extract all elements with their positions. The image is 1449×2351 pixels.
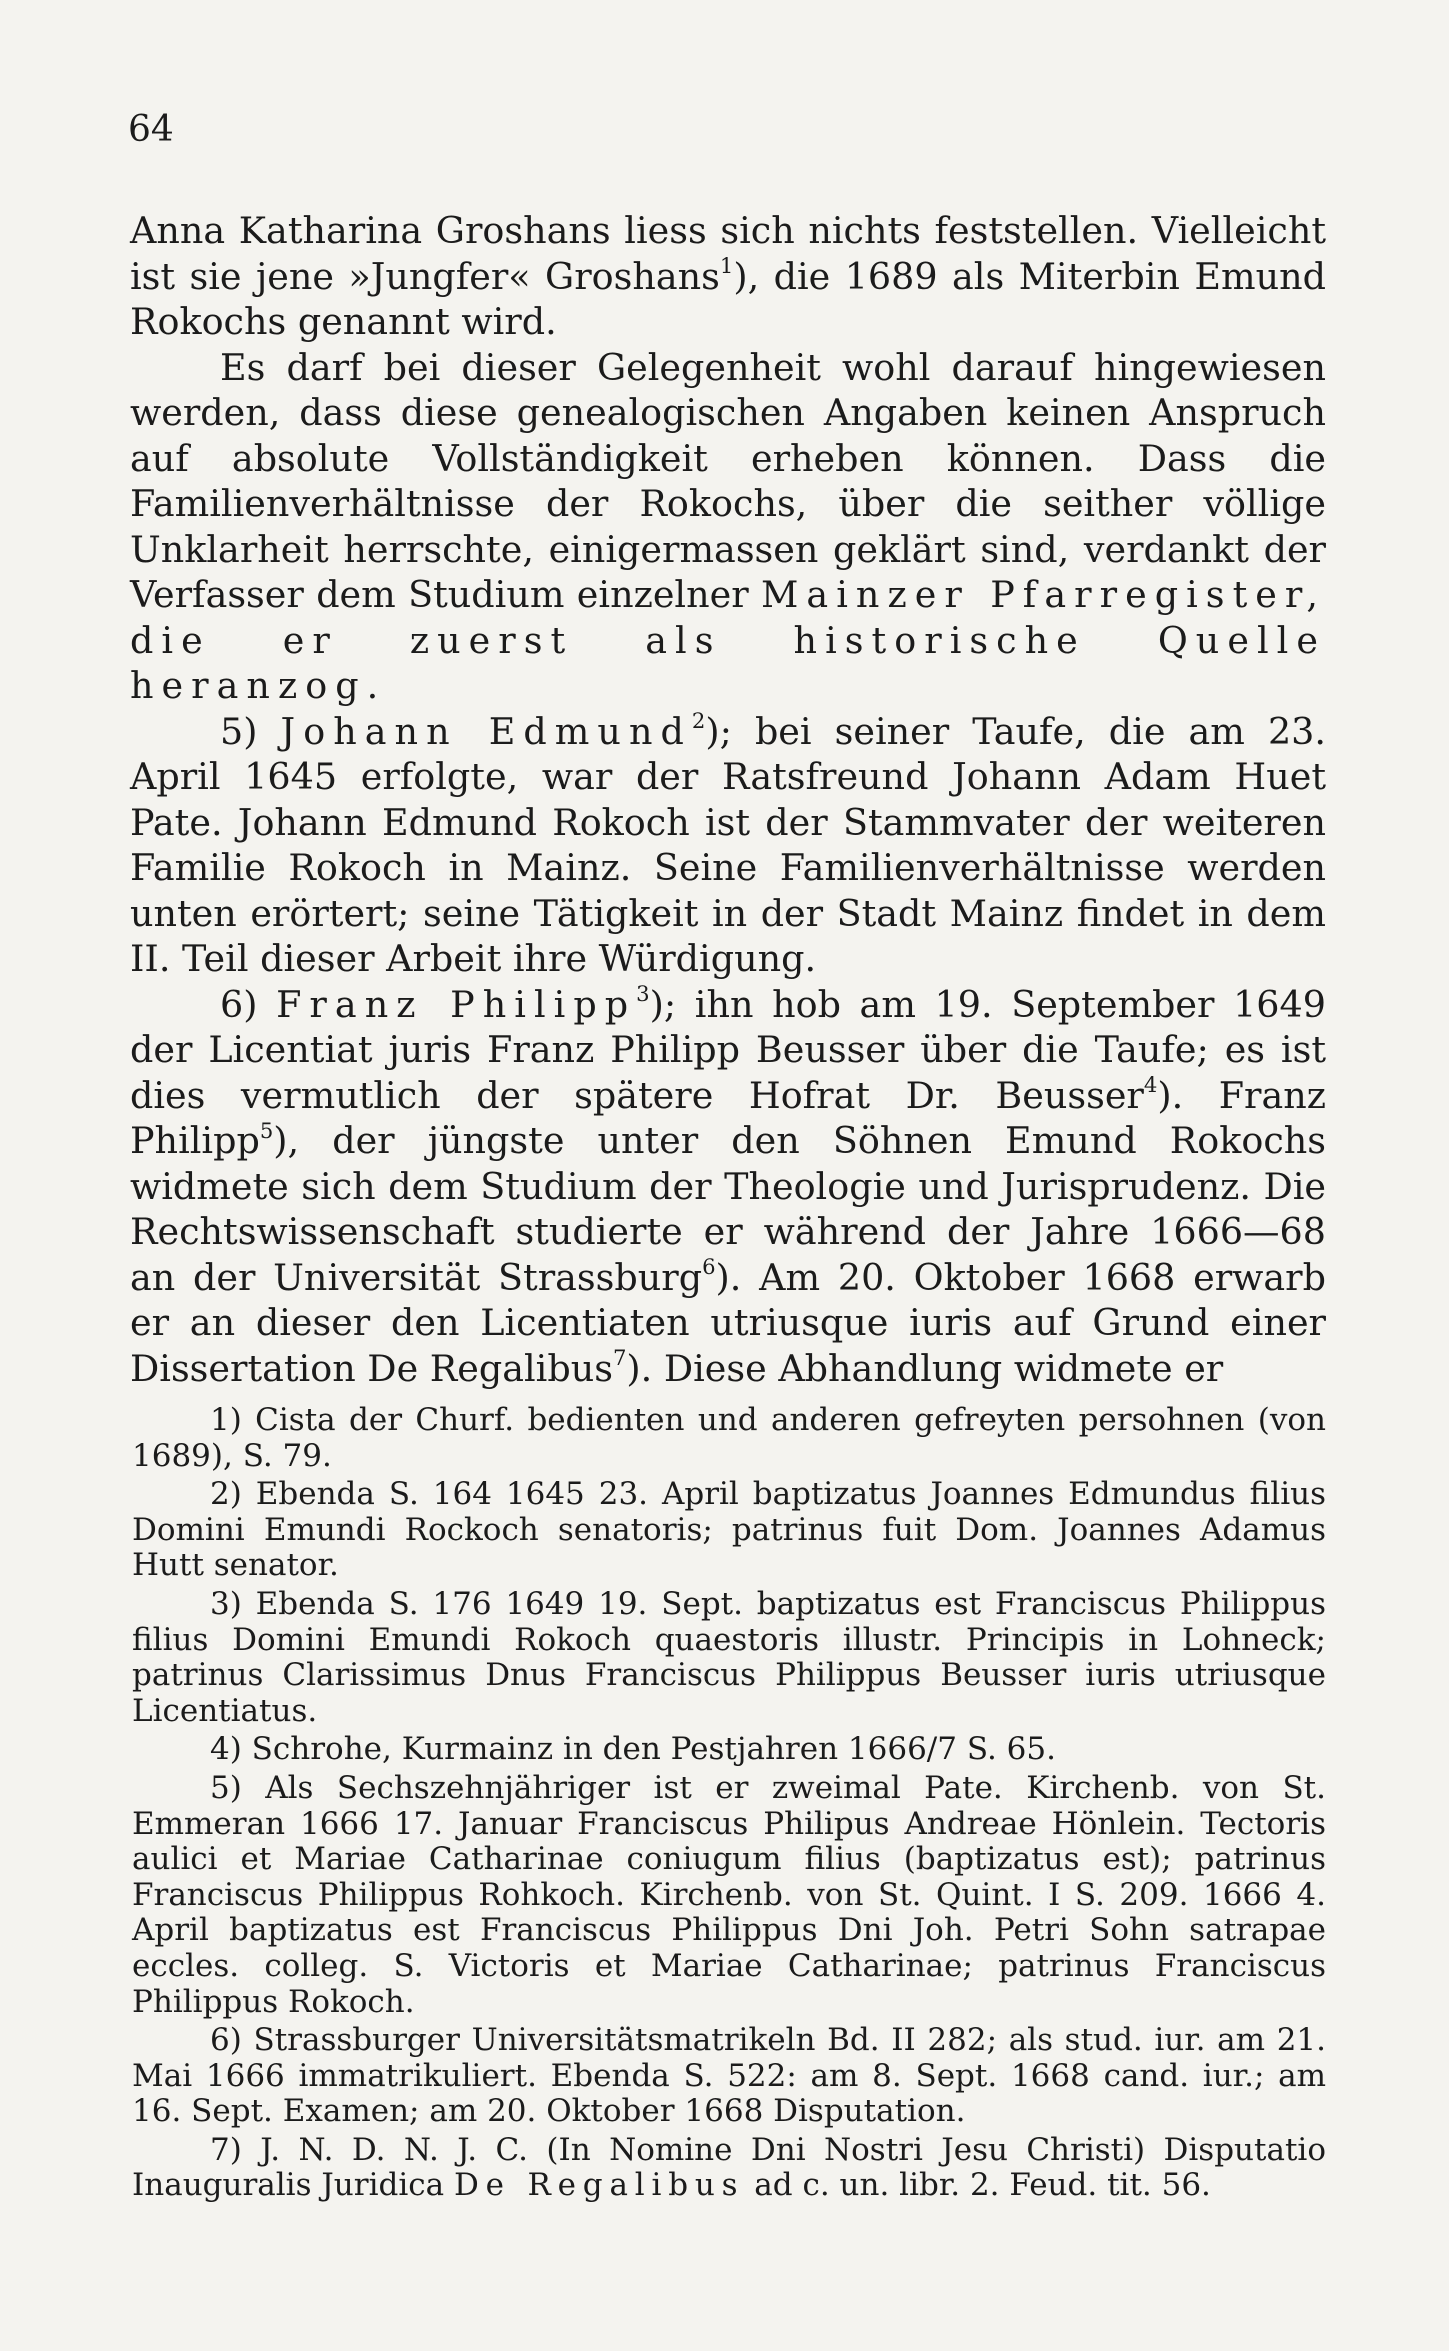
footnotes [132, 1403, 1326, 2207]
spaced-emphasis: Mainzer Pfarregister, die er zuerst als historische Quelle heranzog. [130, 573, 1326, 707]
footnote-5: 5) Als Sechszehnjähriger ist er zweimal Pate. Kirchenb. von St. Emmeran 1666 17. Januar Franciscus Philipus Andreae Hönlein. Tectoris aulici et Mariae Catharinae coniugum filius (baptizatus est); patrinus Franciscus Philippus Rohkoch. Kirchenb. von St. Quint. I S. 209. 1666 4. April baptizatus est Franciscus Philippus Dni Joh. Petri Sohn satrapae eccles. colleg. S. Victoris et Mariae Catharinae; patrinus Franciscus Philippus Rokoch. [132, 1769, 1326, 2020]
paragraph-1: Anna Katharina Groshans liess sich nichts feststellen. Vielleicht ist sie jene »Jungfer« Groshans$^1$), die 1689 als Miterbin Emund Rokochs genannt wird. [130, 209, 1326, 343]
paragraph-4: 6) Franz Philipp$^3$); ihn hob am 19. September 1649 der Licentiat juris Franz Philipp Beusser über die Taufe; es ist dies vermutlich der spätere Hofrat Dr. Beusser$^4$). Franz Philipp$^5$), der jüngste unter den Söhnen Emund Rokochs widmete sich dem Studium der Theologie und Jurisprudenz. Die Rechtswissenschaft studierte er während der Jahre 1666—68 an der Universität Strassburg$^6$). Am 20. Oktober 1668 erwarb er an dieser den Licentiaten utriusque iuris auf Grund einer Dissertation De Regalibus$^7$). Diese Abhandlung widmete er [130, 981, 1326, 1390]
main-text [130, 208, 1326, 1391]
footnote-ref-3: 3 [636, 981, 650, 1007]
footnote-ref-1: 1 [719, 253, 734, 279]
name-johann-edmund: Johann Edmund [280, 709, 692, 753]
spaced-title: De Regalibus [453, 2167, 745, 2204]
footnote-ref-6: 6 [702, 1254, 716, 1280]
footnote-7: 7) J. N. D. N. J. C. (In Nomine Dni Nostri Jesu Christi) Disputatio Inauguralis Juridica De Regalibus ad c. un. libr. 2. Feud. tit. 56. [132, 2131, 1326, 2204]
footnote-ref-7: 7 [612, 1345, 627, 1371]
footnote-ref-5: 5 [259, 1117, 274, 1143]
footnote-ref-4: 4 [1143, 1072, 1158, 1098]
footnote-3: 3) Ebenda S. 176 1649 19. Sept. baptizatus est Franciscus Philippus filius Domini Emundi Rokoch quaestoris illustr. Principis in Lohneck; patrinus Clarissimus Dnus Franciscus Philippus Beusser iuris utriusque Licentiatus. [132, 1585, 1326, 1729]
footnote-2: 2) Ebenda S. 164 1645 23. April baptizatus Joannes Edmundus filius Domini Emundi Rockoch senatoris; patrinus fuit Dom. Joannes Adamus Hutt senator. [132, 1476, 1326, 1584]
page-number: 64 [128, 109, 174, 150]
footnote-1: 1) Cista der Churf. bedienten und anderen gefreyten persohnen (von 1689), S. 79. [132, 1402, 1326, 1474]
footnote-6: 6) Strassburger Universitätsmatrikeln Bd. II 282; als stud. iur. am 21. Mai 1666 immatrikuliert. Ebenda S. 522: am 8. Sept. 1668 cand. iur.; am 16. Sept. Examen; am 20. Oktober 1668 Disputation. [132, 2022, 1326, 2130]
name-franz-philipp: Franz Philipp [276, 982, 637, 1026]
footnote-4: 4) Schrohe, Kurmainz in den Pestjahren 1666/7 S. 65. [210, 1731, 1056, 1768]
paragraph-2: Es darf bei dieser Gelegenheit wohl darauf hingewiesen werden, dass diese genealogischen Angaben keinen Anspruch auf absolute Vollständigkeit erheben können. Dass die Familienverhältnisse der Rokochs, über die seither völlige Unklarheit herrschte, einigermassen geklärt sind, verdankt der Verfasser dem Studium einzelner Mainzer Pfarregister, die er zuerst als historische Quelle heranzog. [130, 345, 1326, 707]
footnote-ref-2: 2 [691, 708, 706, 734]
paragraph-3: 5) Johann Edmund$^2$); bei seiner Taufe, die am 23. April 1645 erfolgte, war der Ratsfreund Johann Adam Huet Pate. Johann Edmund Rokoch ist der Stammvater der weiteren Familie Rokoch in Mainz. Seine Familienverhältnisse werden unten erörtert; seine Tätigkeit in der Stadt Mainz findet in dem II. Teil dieser Arbeit ihre Würdigung. [130, 708, 1326, 980]
